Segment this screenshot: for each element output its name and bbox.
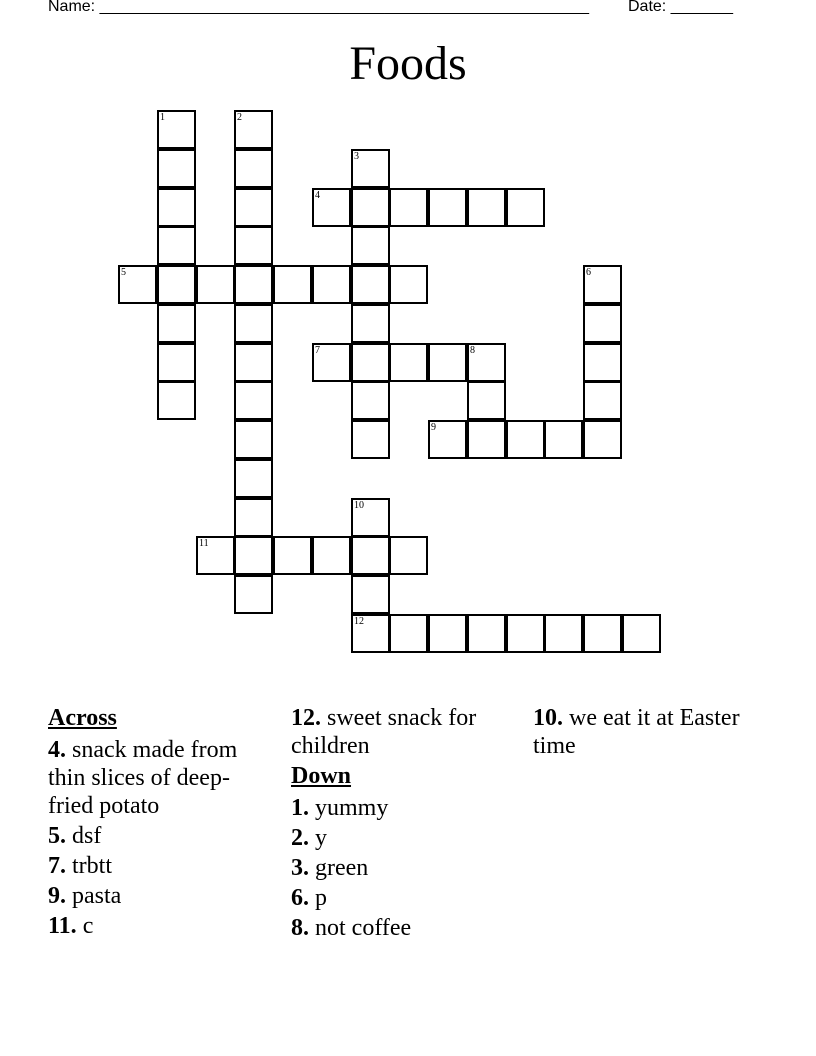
grid-cell[interactable] — [196, 536, 235, 575]
grid-cell[interactable] — [351, 265, 390, 304]
grid-cell[interactable] — [234, 188, 273, 227]
grid-cell[interactable] — [312, 188, 351, 227]
grid-cell[interactable] — [389, 188, 428, 227]
clue-number: 11 — [199, 538, 209, 549]
grid-cell[interactable] — [312, 343, 351, 382]
grid-cell[interactable] — [273, 265, 312, 304]
clue-across-12: 12. sweet snack for children — [291, 705, 477, 759]
grid-cell[interactable] — [506, 420, 545, 459]
clue-number: 6 — [586, 267, 591, 278]
grid-cell[interactable] — [118, 265, 157, 304]
date-label: Date: _______ — [628, 0, 733, 15]
grid-cell[interactable] — [583, 343, 622, 382]
clue-down-10: 10. we eat it at Easter time — [533, 705, 740, 759]
grid-cell[interactable] — [389, 343, 428, 382]
grid-cell[interactable] — [467, 420, 506, 459]
grid-cell[interactable] — [583, 265, 622, 304]
grid-cell[interactable] — [428, 614, 467, 653]
clue-number: 9 — [431, 422, 436, 433]
grid-cell[interactable] — [351, 498, 390, 537]
clue-number: 3 — [354, 151, 359, 162]
grid-cell[interactable] — [157, 110, 196, 149]
clue-across-4: 4. snack made from thin slices of deep-fried potato — [48, 737, 238, 819]
grid-cell[interactable] — [234, 110, 273, 149]
grid-cell[interactable] — [157, 188, 196, 227]
clue-number: 1 — [160, 112, 165, 123]
grid-cell[interactable] — [273, 536, 312, 575]
clue-across-7: 7. trbtt — [48, 853, 112, 879]
grid-cell[interactable] — [351, 614, 390, 653]
grid-cell[interactable] — [467, 381, 506, 420]
grid-cell[interactable] — [157, 381, 196, 420]
grid-cell[interactable] — [351, 381, 390, 420]
grid-cell[interactable] — [583, 614, 622, 653]
grid-cell[interactable] — [389, 614, 428, 653]
grid-cell[interactable] — [583, 420, 622, 459]
grid-cell[interactable] — [234, 226, 273, 265]
grid-cell[interactable] — [351, 575, 390, 614]
grid-cell[interactable] — [157, 304, 196, 343]
clue-number: 7 — [315, 345, 320, 356]
grid-cell[interactable] — [312, 536, 351, 575]
grid-cell[interactable] — [157, 149, 196, 188]
across-heading: Across — [48, 705, 117, 731]
name-label: Name: _______________________________________________________ — [48, 0, 589, 15]
down-heading: Down — [291, 763, 352, 789]
grid-cell[interactable] — [389, 536, 428, 575]
grid-cell[interactable] — [234, 459, 273, 498]
clue-number: 8 — [470, 345, 475, 356]
grid-cell[interactable] — [234, 265, 273, 304]
grid-cell[interactable] — [234, 304, 273, 343]
page-title: Foods — [349, 37, 467, 90]
grid-cell[interactable] — [351, 304, 390, 343]
grid-cell[interactable] — [234, 149, 273, 188]
grid-cell[interactable] — [312, 265, 351, 304]
grid-cell[interactable] — [351, 149, 390, 188]
grid-cell[interactable] — [196, 265, 235, 304]
clues-column-1 — [48, 704, 273, 942]
clue-down-6: 6. p — [291, 885, 327, 911]
grid-cell[interactable] — [428, 343, 467, 382]
grid-cell[interactable] — [428, 420, 467, 459]
grid-cell[interactable] — [234, 381, 273, 420]
grid-cell[interactable] — [583, 304, 622, 343]
clue-down-2: 2. y — [291, 825, 327, 851]
grid-cell[interactable] — [351, 536, 390, 575]
clue-across-9: 9. pasta — [48, 883, 122, 909]
clue-down-1: 1. yummy — [291, 795, 389, 821]
grid-cell[interactable] — [467, 614, 506, 653]
grid-cell[interactable] — [234, 420, 273, 459]
clue-number: 4 — [315, 190, 320, 201]
grid-cell[interactable] — [389, 265, 428, 304]
clue-across-11: 11. c — [48, 913, 94, 939]
clue-across-5: 5. dsf — [48, 823, 102, 849]
grid-cell[interactable] — [157, 226, 196, 265]
grid-cell[interactable] — [351, 226, 390, 265]
grid-cell[interactable] — [157, 265, 196, 304]
grid-cell[interactable] — [506, 614, 545, 653]
grid-cell[interactable] — [351, 188, 390, 227]
grid-cell[interactable] — [544, 614, 583, 653]
clue-number: 2 — [237, 112, 242, 123]
clue-down-8: 8. not coffee — [291, 915, 412, 941]
grid-cell[interactable] — [157, 343, 196, 382]
grid-cell[interactable] — [351, 420, 390, 459]
grid-cell[interactable] — [428, 188, 467, 227]
grid-cell[interactable] — [506, 188, 545, 227]
grid-cell[interactable] — [234, 498, 273, 537]
grid-cell[interactable] — [351, 343, 390, 382]
grid-cell[interactable] — [234, 536, 273, 575]
grid-cell[interactable] — [467, 343, 506, 382]
clue-number: 10 — [354, 500, 364, 511]
clues-column-3 — [533, 704, 758, 762]
clue-number: 5 — [121, 267, 126, 278]
grid-cell[interactable] — [544, 420, 583, 459]
clue-down-3: 3. green — [291, 855, 369, 881]
grid-cell[interactable] — [234, 343, 273, 382]
clues-column-2 — [291, 704, 516, 944]
grid-cell[interactable] — [234, 575, 273, 614]
grid-cell[interactable] — [583, 381, 622, 420]
grid-cell[interactable] — [467, 188, 506, 227]
grid-cell[interactable] — [622, 614, 661, 653]
clue-number: 12 — [354, 616, 364, 627]
